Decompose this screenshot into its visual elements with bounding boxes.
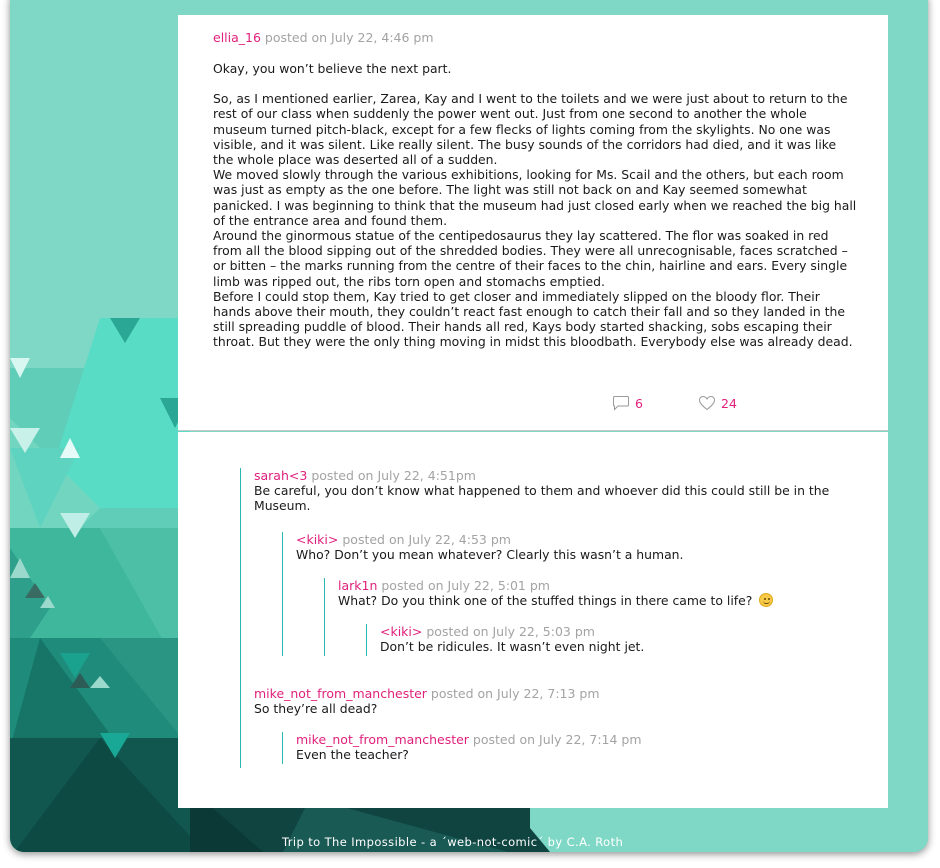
comment-header [254, 468, 840, 483]
footer-credit: Trip to The Impossible - a ´web-not-comic´ by C.A. Roth [282, 835, 624, 849]
comment-text: Be careful, you don’t know what happened to them and whoever did this could still be in the Museum. [254, 483, 830, 514]
comments-count: 6 [635, 395, 643, 411]
comment-header [338, 578, 794, 593]
post-paragraph: Around the ginormous statue of the centipedosaurus they lay scattered. The flor was soaked in red from all the blood sipping out of the shredded bodies. They were all unrecognisable, faces scratched – or bitten – the marks running from the centre of their faces to the chin, hairline and ears. Every single limb was ripped out, the ribs torn open and stomachs emptied. [213, 228, 848, 289]
post-card [178, 15, 888, 431]
comment-text: Even the teacher? [296, 747, 409, 762]
comment-timestamp: posted on July 22, 5:03 pm [426, 624, 595, 639]
comment-text: So they’re all dead? [254, 701, 378, 716]
post-timestamp: posted on July 22, 4:46 pm [264, 30, 434, 45]
comment-text: Who? Don’t you mean whatever? Clearly this wasn’t a human. [296, 547, 684, 562]
comment-reply [282, 732, 782, 764]
speech-bubble-icon [612, 395, 630, 411]
comment-author-link[interactable]: lark1n [338, 578, 378, 593]
comments-card [178, 432, 888, 808]
comment-timestamp: posted on July 22, 7:14 pm [472, 732, 642, 747]
comment-timestamp: posted on July 22, 5:01 pm [381, 578, 550, 593]
post-author-link[interactable]: ellia_16 [213, 30, 261, 45]
comment-text: What? Do you think one of the stuffed things in there came to life? [338, 593, 753, 608]
comment-timestamp: posted on July 22, 4:53 pm [342, 532, 511, 547]
comment-header [380, 624, 766, 639]
post-paragraph: Before I could stop them, Kay tried to get closer and immediately slipped on the bloody flor. Their hands above their mouth, they couldn’t react fast enough to catch their fall and so they landed in the still spreading puddle of blood. Their hands all red, Kays body started shacking, sobs escaping their throat. But they were the only thing moving in midst this bloodbath. Everybody else was already dead. [213, 288, 853, 350]
comment-text-row [338, 593, 794, 608]
comments-count-button[interactable] [612, 395, 643, 411]
post-paragraph: Okay, you won’t believe the next part. [213, 61, 452, 76]
likes-count: 24 [721, 395, 737, 411]
comment-header [254, 686, 740, 701]
post-paragraph: We moved slowly through the various exhibitions, looking for Ms. Scail and the others, but each room was just as empty as the one before. The light was still not back on and Kay seemed somewhat panicked. I was beginning to think that the museum had just closed early when we reached the big hall of the entrance area and found them. [213, 167, 857, 228]
comment-reply [366, 624, 766, 656]
comment-thread [240, 686, 740, 716]
comment-author-link[interactable]: <kiki> [296, 532, 339, 547]
comment-header [296, 532, 802, 547]
grinning-face-icon [759, 593, 773, 607]
post-header [213, 30, 434, 45]
comment-author-link[interactable]: mike_not_from_manchester [296, 732, 469, 747]
post-paragraph: So, as I mentioned earlier, Zarea, Kay and I went to the toilets and we were just about to return to the rest of our class when suddenly the power went out. Just from one second to another the whole museum turned pitch-black, except for a few flecks of lights coming from the skylights. No one was visible, and it was silent. Like really silent. The busy sounds of the corridors had died, and it was like the whole place was deserted all of a sudden. [213, 91, 848, 168]
comment-author-link[interactable]: mike_not_from_manchester [254, 686, 427, 701]
comment-timestamp: posted on July 22, 4:51pm [311, 468, 476, 483]
like-button[interactable] [698, 395, 737, 411]
comment-timestamp: posted on July 22, 7:13 pm [430, 686, 600, 701]
comment-header [296, 732, 782, 747]
comment-author-link[interactable]: sarah<3 [254, 468, 308, 483]
comment-text: Don’t be ridicules. It wasn’t even night jet. [380, 639, 645, 654]
heart-icon [698, 395, 716, 411]
comment-author-link[interactable]: <kiki> [380, 624, 423, 639]
post-body [213, 61, 858, 350]
